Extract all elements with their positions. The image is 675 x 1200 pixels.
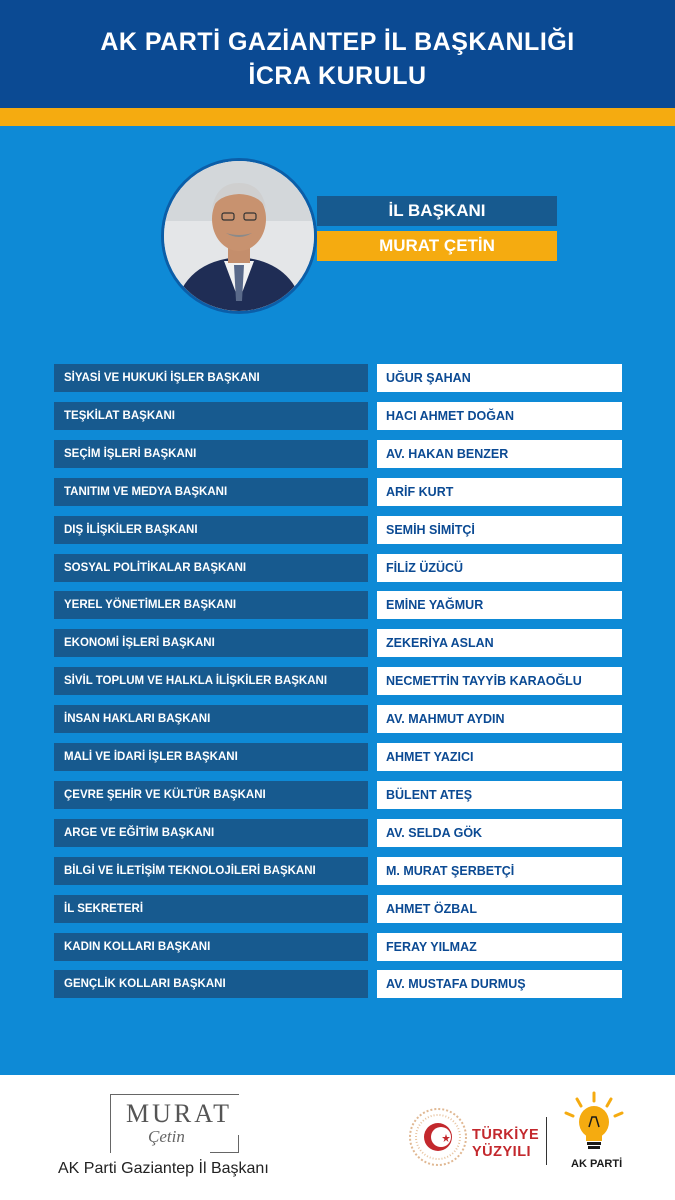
signature-script-line: Çetin	[148, 1127, 185, 1146]
footer	[0, 1075, 675, 1200]
role-title: MALİ VE İDARİ İŞLER BAŞKANI	[54, 743, 368, 771]
turkiye-text: TÜRKİYE	[472, 1127, 540, 1143]
member-name: HACI AHMET DOĞAN	[377, 402, 622, 430]
chair-name-label: MURAT ÇETİN	[317, 231, 557, 261]
yuzyili-text: YÜZYILI	[472, 1144, 532, 1160]
signature-surname-line: MURAT	[126, 1099, 233, 1128]
member-name: AV. SELDA GÖK	[377, 819, 622, 847]
role-title: İL SEKRETERİ	[54, 895, 368, 923]
role-title: GENÇLİK KOLLARI BAŞKANI	[54, 970, 368, 998]
role-title: ÇEVRE ŞEHİR VE KÜLTÜR BAŞKANI	[54, 781, 368, 809]
chair-role-label: İL BAŞKANI	[317, 196, 557, 226]
member-name: EMİNE YAĞMUR	[377, 591, 622, 619]
logo-divider	[546, 1117, 547, 1165]
header-band	[0, 0, 675, 108]
member-name: SEMİH SİMİTÇİ	[377, 516, 622, 544]
ak-parti-lightbulb-icon	[561, 1089, 627, 1155]
member-name: AV. MAHMUT AYDIN	[377, 705, 622, 733]
member-name: ARİF KURT	[377, 478, 622, 506]
role-title: SEÇİM İŞLERİ BAŞKANI	[54, 440, 368, 468]
title-line-2: İCRA KURULU	[248, 62, 427, 90]
member-name: FİLİZ ÜZÜCÜ	[377, 554, 622, 582]
member-name: FERAY YILMAZ	[377, 933, 622, 961]
member-name: AV. MUSTAFA DURMUŞ	[377, 970, 622, 998]
title-line-1: AK PARTİ GAZİANTEP İL BAŞKANLIĞI	[100, 28, 575, 56]
role-title: YEREL YÖNETİMLER BAŞKANI	[54, 591, 368, 619]
ak-parti-logo-text: AK PARTİ	[571, 1158, 623, 1170]
role-title: TANITIM VE MEDYA BAŞKANI	[54, 478, 368, 506]
member-name: UĞUR ŞAHAN	[377, 364, 622, 392]
role-title: İNSAN HAKLARI BAŞKANI	[54, 705, 368, 733]
footer-caption: AK Parti Gaziantep İl Başkanı	[58, 1160, 269, 1177]
role-title: BİLGİ VE İLETİŞİM TEKNOLOJİLERİ BAŞKANI	[54, 857, 368, 885]
role-title: DIŞ İLİŞKİLER BAŞKANI	[54, 516, 368, 544]
member-name: BÜLENT ATEŞ	[377, 781, 622, 809]
role-title: SİVİL TOPLUM VE HALKLA İLİŞKİLER BAŞKANI	[54, 667, 368, 695]
member-name: AV. HAKAN BENZER	[377, 440, 622, 468]
member-name: M. MURAT ŞERBETÇİ	[377, 857, 622, 885]
chair-portrait	[161, 158, 317, 314]
role-title: KADIN KOLLARI BAŞKANI	[54, 933, 368, 961]
role-title: SOSYAL POLİTİKALAR BAŞKANI	[54, 554, 368, 582]
member-name: AHMET ÖZBAL	[377, 895, 622, 923]
role-title: EKONOMİ İŞLERİ BAŞKANI	[54, 629, 368, 657]
role-title: ARGE VE EĞİTİM BAŞKANI	[54, 819, 368, 847]
header-accent-stripe	[0, 108, 675, 126]
member-name: ZEKERİYA ASLAN	[377, 629, 622, 657]
portrait-illustration	[164, 161, 314, 311]
role-title: SİYASİ VE HUKUKİ İŞLER BAŞKANI	[54, 364, 368, 392]
turkiye-yuzyili-emblem-icon	[408, 1107, 468, 1167]
role-title: TEŞKİLAT BAŞKANI	[54, 402, 368, 430]
signature-frame-corner	[210, 1135, 239, 1153]
member-name: NECMETTİN TAYYİB KARAOĞLU	[377, 667, 622, 695]
member-name: AHMET YAZICI	[377, 743, 622, 771]
